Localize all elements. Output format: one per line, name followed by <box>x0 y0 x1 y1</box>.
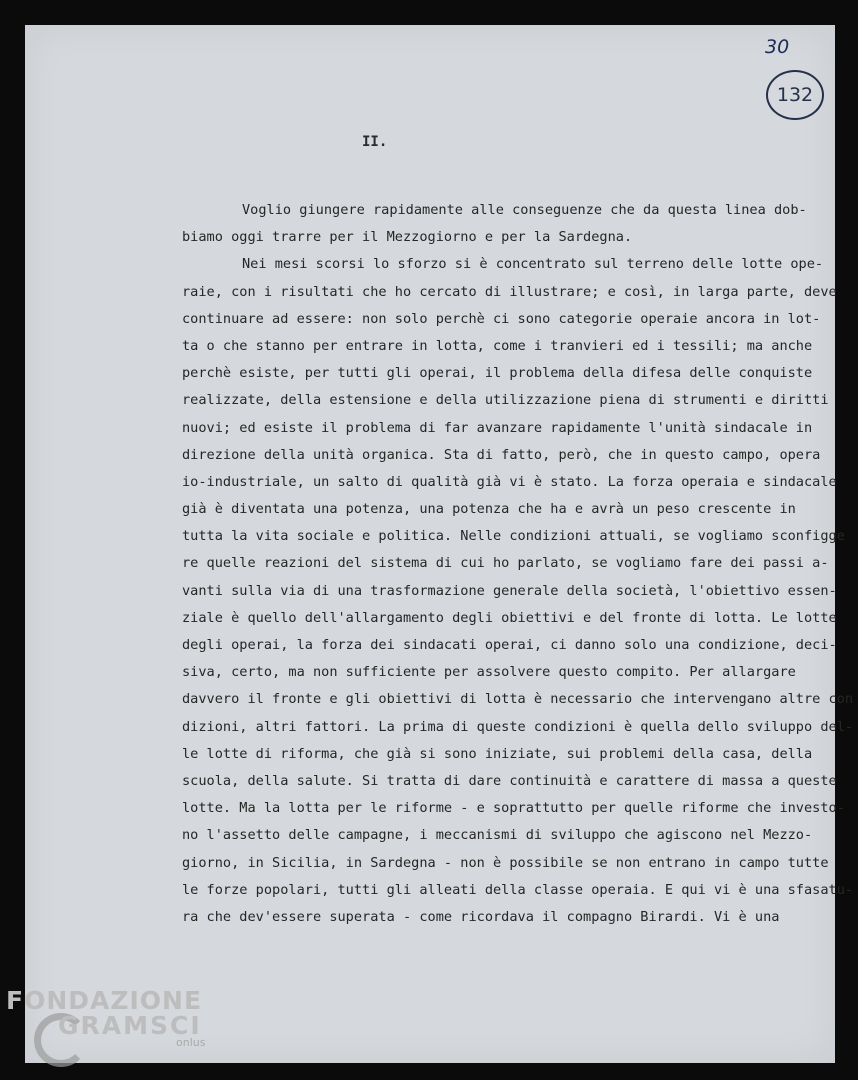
text-line: davvero il fronte e gli obiettivi di lotta è necessario che intervengano altre con <box>182 691 854 708</box>
text-line: realizzate, della estensione e della utilizzazione piena di strumenti e diritti <box>182 392 829 409</box>
text-line: no l'assetto delle campagne, i meccanismi di sviluppo che agiscono nel Mezzo- <box>182 827 813 844</box>
text-line: Nei mesi scorsi lo sforzo si è concentrato sul terreno delle lotte ope- <box>242 256 824 273</box>
text-line: le lotte di riforma, che già si sono iniziate, sui problemi della casa, della <box>182 745 813 762</box>
text-line: Voglio giungere rapidamente alle conseguenze che da questa linea dob- <box>242 202 807 218</box>
text-line: già è diventata una potenza, una potenza che ha e avrà un peso crescente in <box>182 501 796 518</box>
text-line: lotte. Ma la lotta per le riforme - e soprattutto per quelle riforme che investo- <box>182 800 845 817</box>
foundation-watermark <box>6 986 205 1049</box>
text-line: scuola, della salute. Si tratta di dare continuità e carattere di massa a queste <box>182 772 837 789</box>
document-body <box>182 197 854 931</box>
text-line: vanti sulla via di una trasformazione generale della società, l'obiettivo essen- <box>182 582 837 599</box>
text-line: re quelle reazioni del sistema di cui ho parlato, se vogliamo fare dei passi a- <box>182 555 829 572</box>
watermark-line1: FONDAZIONE <box>6 986 203 1015</box>
text-line: ra che dev'essere superata - come ricordava il compagno Birardi. Vi è una <box>182 908 780 925</box>
text-line: ziale è quello dell'allargamento degli obiettivi e del fronte di lotta. Le lotte <box>182 609 837 626</box>
text-line: biamo oggi trarre per il Mezzogiorno e per la Sardegna. <box>182 229 633 246</box>
text-line: nuovi; ed esiste il problema di far avanzare rapidamente l'unità sindacale in <box>182 419 813 436</box>
text-line: dizioni, altri fattori. La prima di queste condizioni è quella dello sviluppo del- <box>182 718 854 735</box>
text-line: giorno, in Sicilia, in Sardegna - non è possibile se non entrano in campo tutte <box>182 854 829 871</box>
archive-page-number: 30 <box>765 36 790 58</box>
text-line: ta o che stanno per entrare in lotta, come i tranvieri ed i tessili; ma anche <box>182 337 813 354</box>
text-line: perchè esiste, per tutti gli operai, il problema della difesa delle conquiste <box>182 365 813 382</box>
text-line: tutta la vita sociale e politica. Nelle condizioni attuali, se vogliamo sconfigge <box>182 528 845 545</box>
text-line: io-industriale, un salto di qualità già vi è stato. La forza operaia e sindacale <box>182 473 837 490</box>
folio-stamp <box>766 70 824 120</box>
text-line: siva, certo, ma non sufficiente per assolvere questo compito. Per allargare <box>182 664 796 681</box>
section-heading: II. <box>362 134 388 150</box>
text-line: continuare ad essere: non solo perchè ci sono categorie operaie ancora in lot- <box>182 310 821 327</box>
text-line: le forze popolari, tutti gli alleati della classe operaia. E qui vi è una sfasatu- <box>182 881 854 898</box>
watermark-line3: onlus <box>176 1036 206 1049</box>
watermark-line2: GRAMSCI <box>58 1011 202 1040</box>
text-line: direzione della unità organica. Sta di fatto, però, che in questo campo, opera <box>182 446 821 463</box>
text-line: degli operai, la forza dei sindacati operai, ci danno solo una condizione, deci- <box>182 637 837 653</box>
folio-number: 132 <box>776 84 814 106</box>
text-line: raie, con i risultati che ho cercato di illustrare; e così, in larga parte, deve <box>182 283 837 300</box>
